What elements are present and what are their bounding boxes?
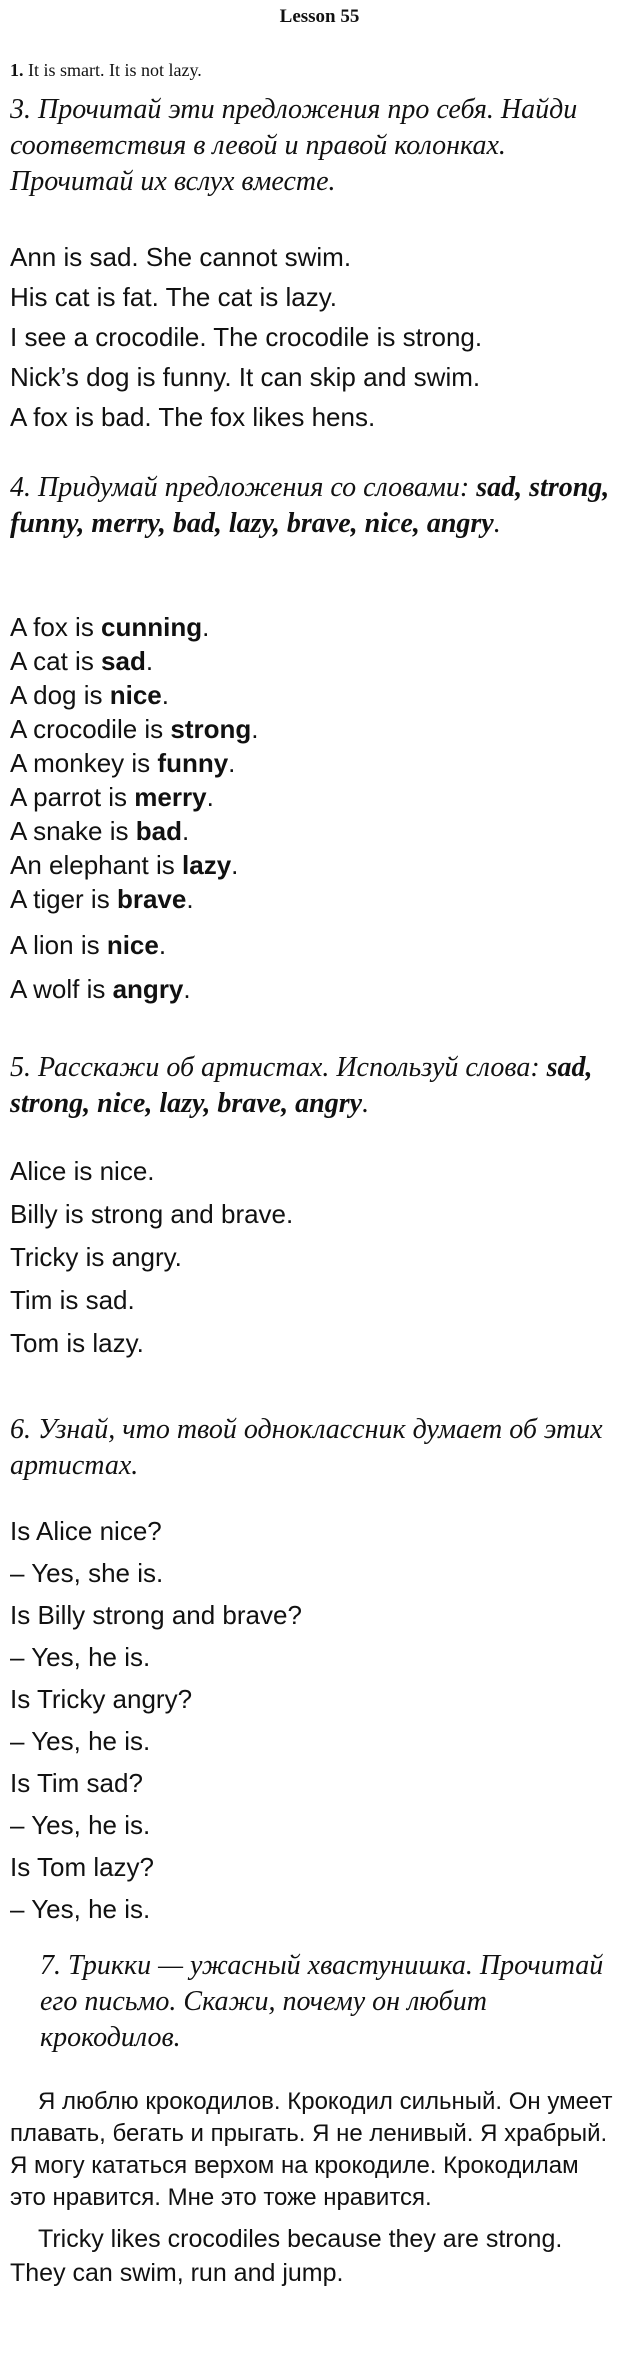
answer-note — [10, 60, 202, 81]
ex7-instruction: 7. Трикки — ужасный хвастунишка. Прочитай его письмо. Скажи, почему он любит крокодилов. — [40, 1950, 604, 2053]
ex4-adjective: lazy — [182, 850, 232, 880]
ex4-line — [10, 850, 238, 881]
ex4-line-text: A fox is — [10, 612, 102, 642]
ex4-line-text: A crocodile is — [10, 714, 171, 744]
ex7-translation: Я люблю крокодилов. Крокодил сильный. Он умеет плавать, бегать и прыгать. Я не ленивый. Я храбрый. Я могу кататься верхом на крокодиле. Крокодилам это нравится. Мне это тоже нравится. — [10, 2088, 613, 2211]
ex6-instruction: 6. Узнай, что твой одноклассник думает об этих артистах. — [10, 1414, 603, 1481]
ex6-line: Is Billy strong and brave? — [10, 1600, 302, 1630]
ex4-line — [10, 782, 214, 813]
ex4-adjective: nice — [109, 680, 162, 710]
ex4-line — [10, 884, 194, 915]
ex5-line: Tom is lazy. — [10, 1328, 144, 1358]
ex4-line-end: . — [231, 850, 239, 880]
ex4-line — [10, 680, 169, 711]
ex4-line-end: . — [202, 612, 210, 642]
ex4-line-end: . — [228, 748, 236, 778]
ex5-line: Billy is strong and brave. — [10, 1199, 294, 1229]
ex4-line — [10, 748, 235, 779]
ex4-line-text: A cat is — [10, 646, 102, 676]
ex4-instruction-words: sad, strong, funny, merry, bad, lazy, brave, nice, angry — [10, 472, 610, 539]
ex5-instruction — [10, 1050, 610, 1122]
ex4-line-end: . — [186, 884, 194, 914]
ex4-line — [10, 974, 191, 1005]
page-title: Lesson 55 — [279, 6, 360, 27]
ex6-line: Is Tom lazy? — [10, 1852, 155, 1882]
ex5-line: Tricky is angry. — [10, 1242, 182, 1272]
ex5-instruction-words: sad, strong, nice, lazy, brave, angry — [10, 1052, 593, 1119]
ex4-instruction — [10, 470, 610, 542]
ex4-line-text: An elephant is — [10, 850, 183, 880]
ex4-line — [10, 930, 166, 961]
ex6-line: – Yes, he is. — [10, 1894, 151, 1924]
ex3-line: His cat is fat. The cat is lazy. — [10, 282, 338, 312]
ex7-answer: Tricky likes crocodiles because they are strong. They can swim, run and jump. — [10, 2225, 563, 2287]
ex4-line — [10, 714, 259, 745]
ex4-line-text: A wolf is — [10, 974, 113, 1004]
ex4-line — [10, 646, 153, 677]
ex4-adjective: strong — [170, 714, 252, 744]
ex4-adjective: brave — [116, 884, 187, 914]
answer-note-number: 1. — [10, 60, 24, 80]
ex4-line-end: . — [251, 714, 259, 744]
ex4-adjective: funny — [157, 748, 229, 778]
ex6-line: Is Tricky angry? — [10, 1684, 193, 1714]
ex3-line: I see a crocodile. The crocodile is strong. — [10, 322, 483, 352]
ex4-line-end: . — [158, 930, 167, 960]
ex6-line: – Yes, he is. — [10, 1810, 151, 1840]
ex6-line: Is Tim sad? — [10, 1768, 143, 1798]
ex3-line: A fox is bad. The fox likes hens. — [10, 402, 376, 432]
ex4-line-end: . — [161, 680, 169, 710]
ex4-adjective: merry — [134, 782, 207, 812]
ex4-line — [10, 816, 189, 847]
ex4-line-end: . — [206, 782, 214, 812]
ex3-line: Ann is sad. She cannot swim. — [10, 242, 352, 272]
ex4-line-text: A dog is — [10, 680, 110, 710]
ex4-line-end: . — [181, 816, 190, 846]
ex5-line: Alice is nice. — [10, 1156, 155, 1186]
ex6-line: – Yes, he is. — [10, 1642, 151, 1672]
ex6-line: Is Alice nice? — [10, 1516, 162, 1546]
ex4-adjective: nice — [106, 930, 159, 960]
ex5-line: Tim is sad. — [10, 1285, 135, 1315]
ex4-adjective: bad — [135, 816, 182, 846]
ex4-line-end: . — [145, 646, 154, 676]
ex4-adjective: angry — [112, 974, 184, 1004]
ex4-line-text: A monkey is — [10, 748, 158, 778]
ex4-instruction-text: 4. Придумай предложения со словами: — [10, 472, 477, 503]
ex4-line-text: A snake is — [10, 816, 136, 846]
ex6-line: – Yes, she is. — [10, 1558, 164, 1588]
answer-note-text: It is smart. It is not lazy. — [28, 60, 202, 80]
ex4-adjective: cunning — [101, 612, 203, 642]
ex4-adjective: sad — [101, 646, 146, 676]
ex4-line-text: A tiger is — [10, 884, 117, 914]
ex4-line-end: . — [183, 974, 191, 1004]
ex5-instruction-text: 5. Расскажи об артистах. Используй слова: — [10, 1052, 547, 1083]
ex3-instruction: 3. Прочитай эти предложения про себя. Найди соответствия в левой и правой колонках. Прочитай их вслух вместе. — [10, 94, 578, 197]
ex3-line: Nick’s dog is funny. It can skip and swim. — [10, 362, 481, 392]
ex5-instruction-end: . — [362, 1088, 370, 1119]
ex6-line: – Yes, he is. — [10, 1726, 151, 1756]
ex4-line-text: A lion is — [10, 930, 107, 960]
ex4-line — [10, 612, 209, 643]
ex4-instruction-end: . — [493, 508, 501, 539]
ex4-line-text: A parrot is — [10, 782, 135, 812]
